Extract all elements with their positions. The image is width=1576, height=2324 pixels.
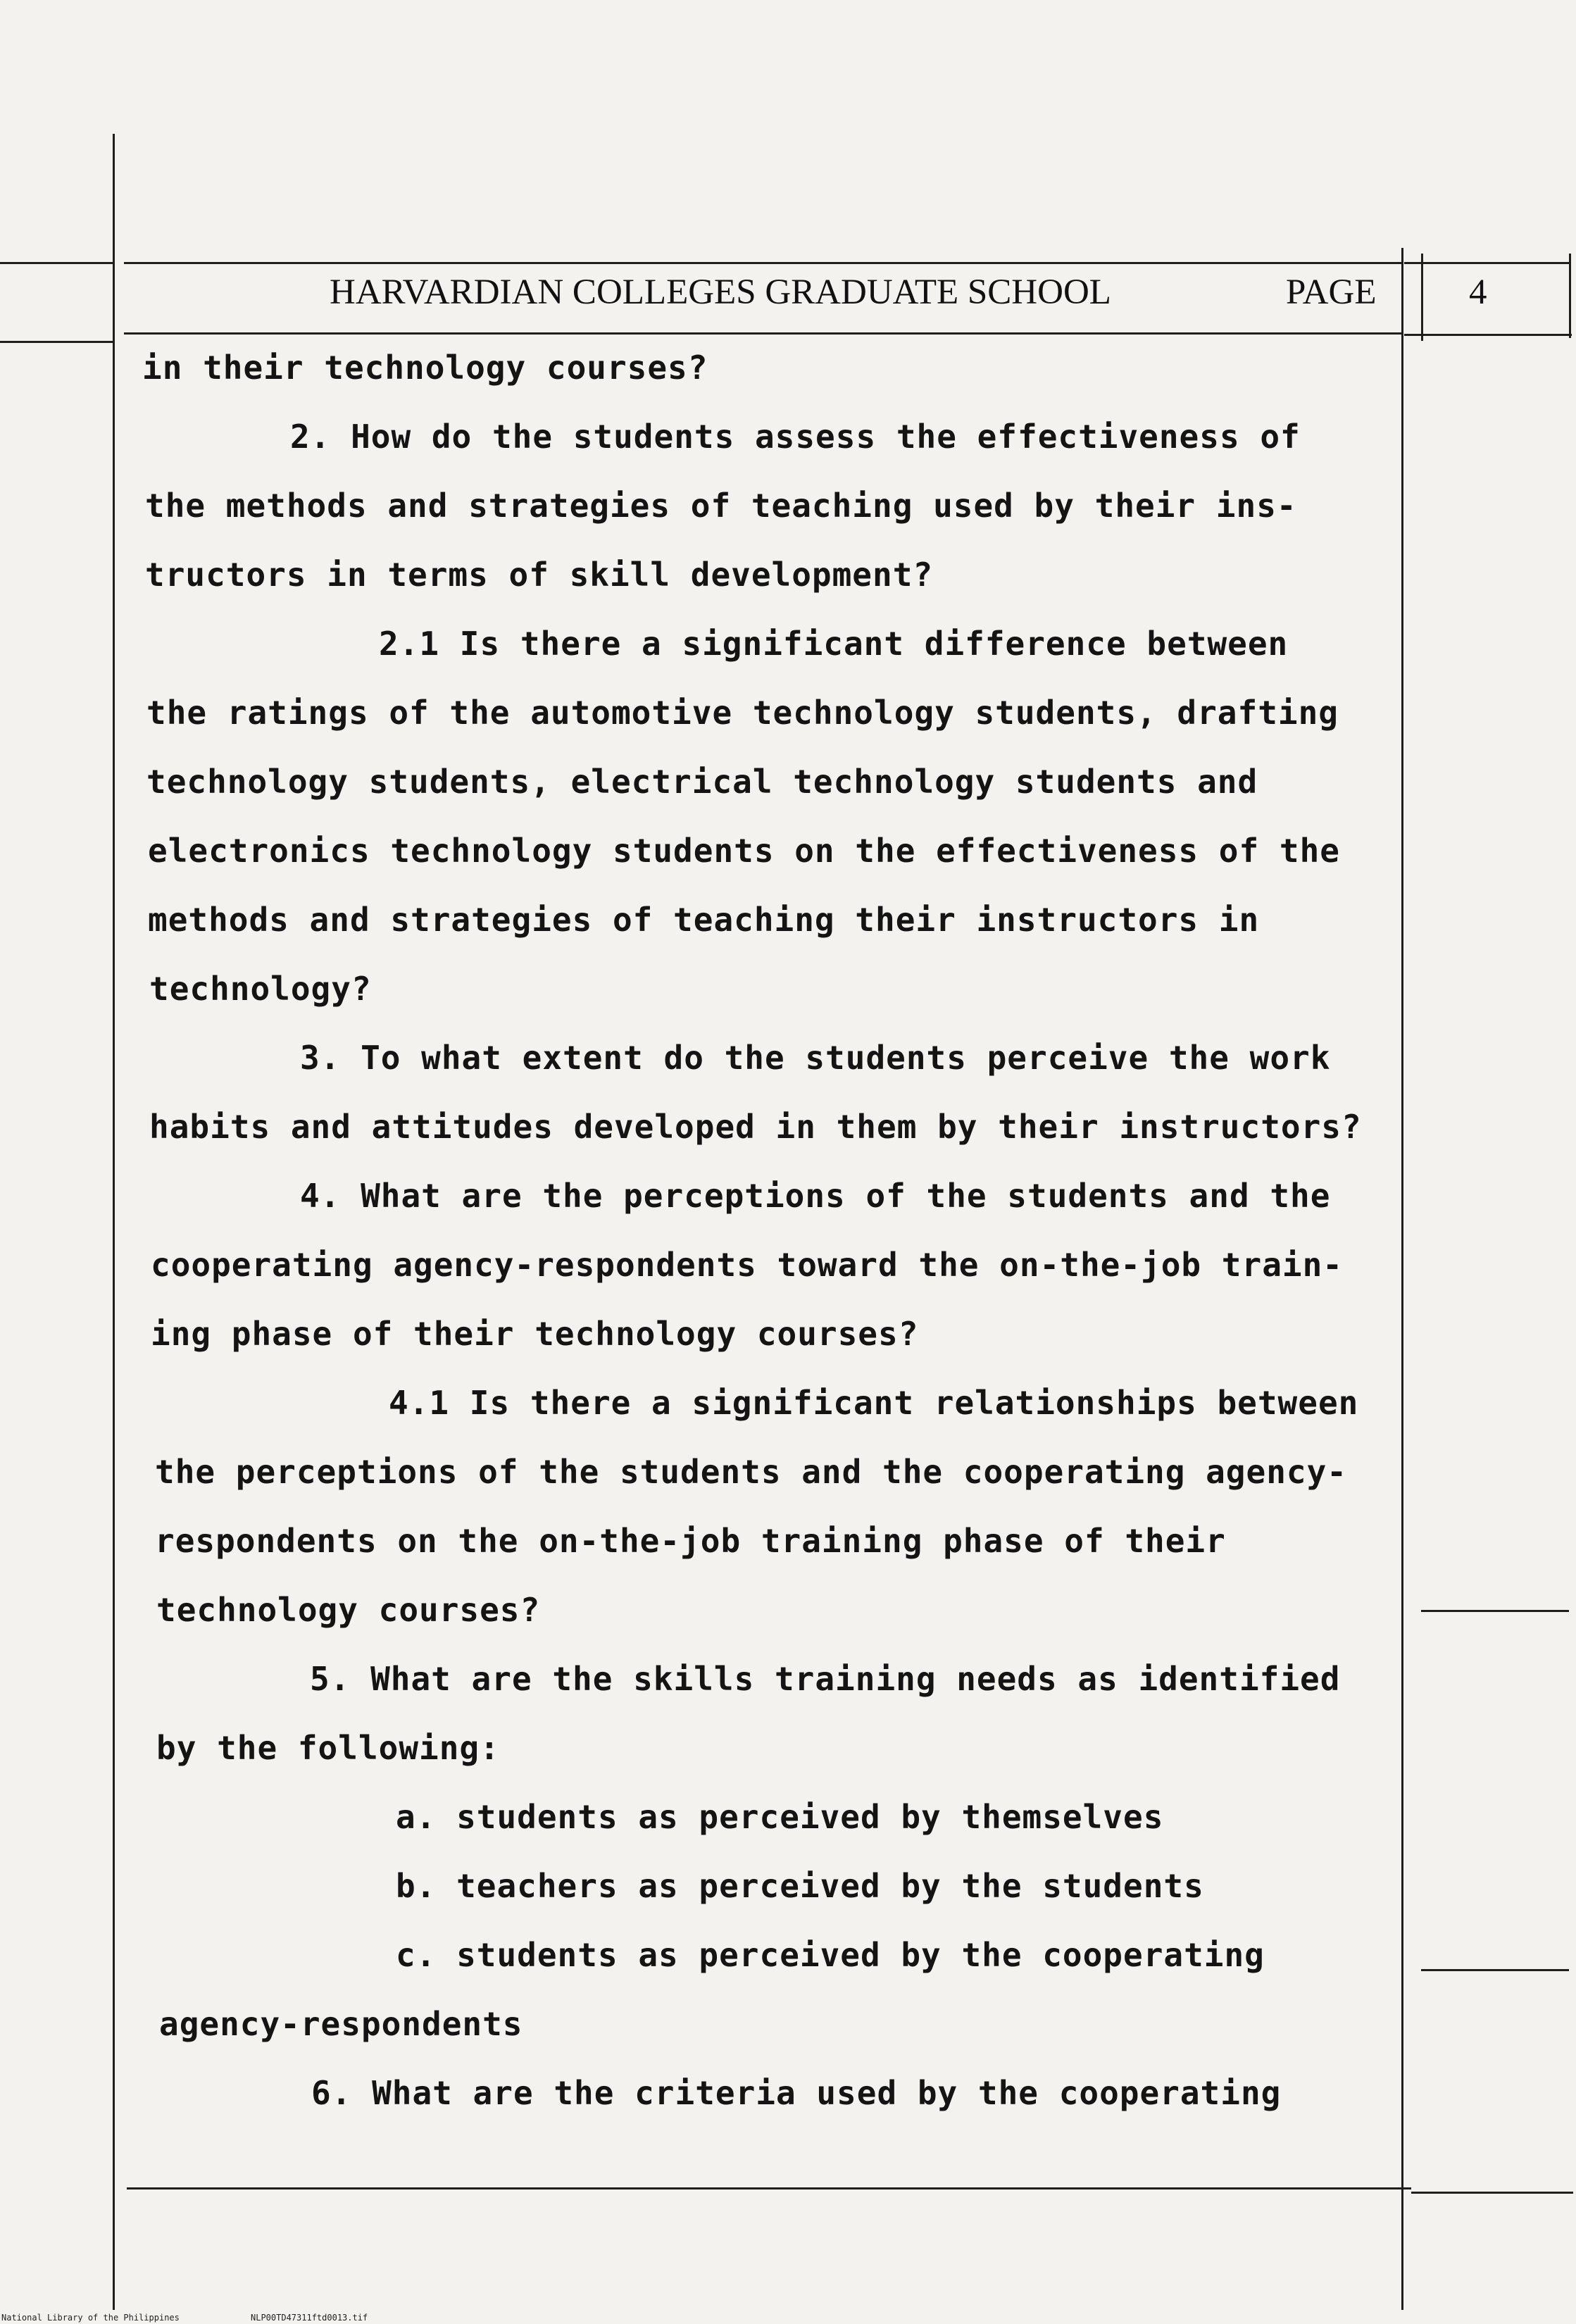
page-number-divider [1421,254,1423,341]
text-line: electronics technology students on the effectiveness of the [148,832,1340,870]
text-line: the perceptions of the students and the cooperating agency- [155,1453,1347,1491]
scan-file-name: NLP00TD47311ftd0013.tif [251,2313,368,2323]
text-line: technology students, electrical technology students and [146,763,1258,801]
text-line: technology? [149,970,372,1008]
text-line: 2. How do the students assess the effectiveness of [290,418,1301,456]
text-line: agency-respondents [159,2005,523,2043]
header-bottom-rule-right [1404,334,1572,336]
header-top-rule-right [1404,262,1570,264]
text-line: 6. What are the criteria used by the cooperating [311,2074,1282,2112]
page-label: PAGE [1286,273,1377,312]
scan-source-label: National Library of the Philippines [1,2313,180,2323]
footer-rule [127,2187,1411,2189]
footer-rule-right [1411,2192,1573,2194]
text-line: a. students as perceived by themselves [396,1798,1164,1836]
text-line: in their technology courses? [142,349,708,387]
header-top-rule [124,262,1401,264]
text-line: by the following: [156,1729,500,1767]
header-top-rule-left [0,262,113,264]
header-bottom-rule [124,332,1401,335]
text-line: respondents on the on-the-job training phase of their [155,1522,1226,1560]
text-line: the ratings of the automotive technology students, drafting [146,694,1339,732]
text-line: tructors in terms of skill development? [145,556,934,594]
text-line: b. teachers as perceived by the students [396,1867,1204,1905]
page-number: 4 [1469,273,1487,312]
right-margin-vertical-rule [1401,248,1403,2310]
text-line: habits and attitudes developed in them by their instructors? [149,1108,1362,1146]
right-margin-tick-1 [1421,1610,1569,1612]
text-line: cooperating agency-respondents toward the on-the-job train- [151,1246,1343,1284]
text-line: 2.1 Is there a significant difference between [379,625,1289,663]
left-margin-vertical-rule [113,134,115,2310]
right-edge-rule [1569,254,1571,338]
text-line: methods and strategies of teaching their instructors in [148,901,1260,939]
text-line: 3. To what extent do the students perceive the work [300,1039,1331,1077]
right-margin-tick-2 [1421,1969,1569,1971]
text-line: the methods and strategies of teaching used by their ins- [145,487,1297,525]
text-line: ing phase of their technology courses? [151,1315,919,1353]
header-bottom-rule-left [0,341,113,343]
text-line: 4. What are the perceptions of the students and the [300,1177,1331,1215]
text-line: 4.1 Is there a significant relationships between [389,1384,1359,1422]
text-line: 5. What are the skills training needs as identified [310,1660,1341,1698]
school-name-header: HARVARDIAN COLLEGES GRADUATE SCHOOL [330,273,1111,312]
text-line: c. students as perceived by the cooperating [396,1936,1265,1974]
text-line: technology courses? [156,1591,541,1629]
